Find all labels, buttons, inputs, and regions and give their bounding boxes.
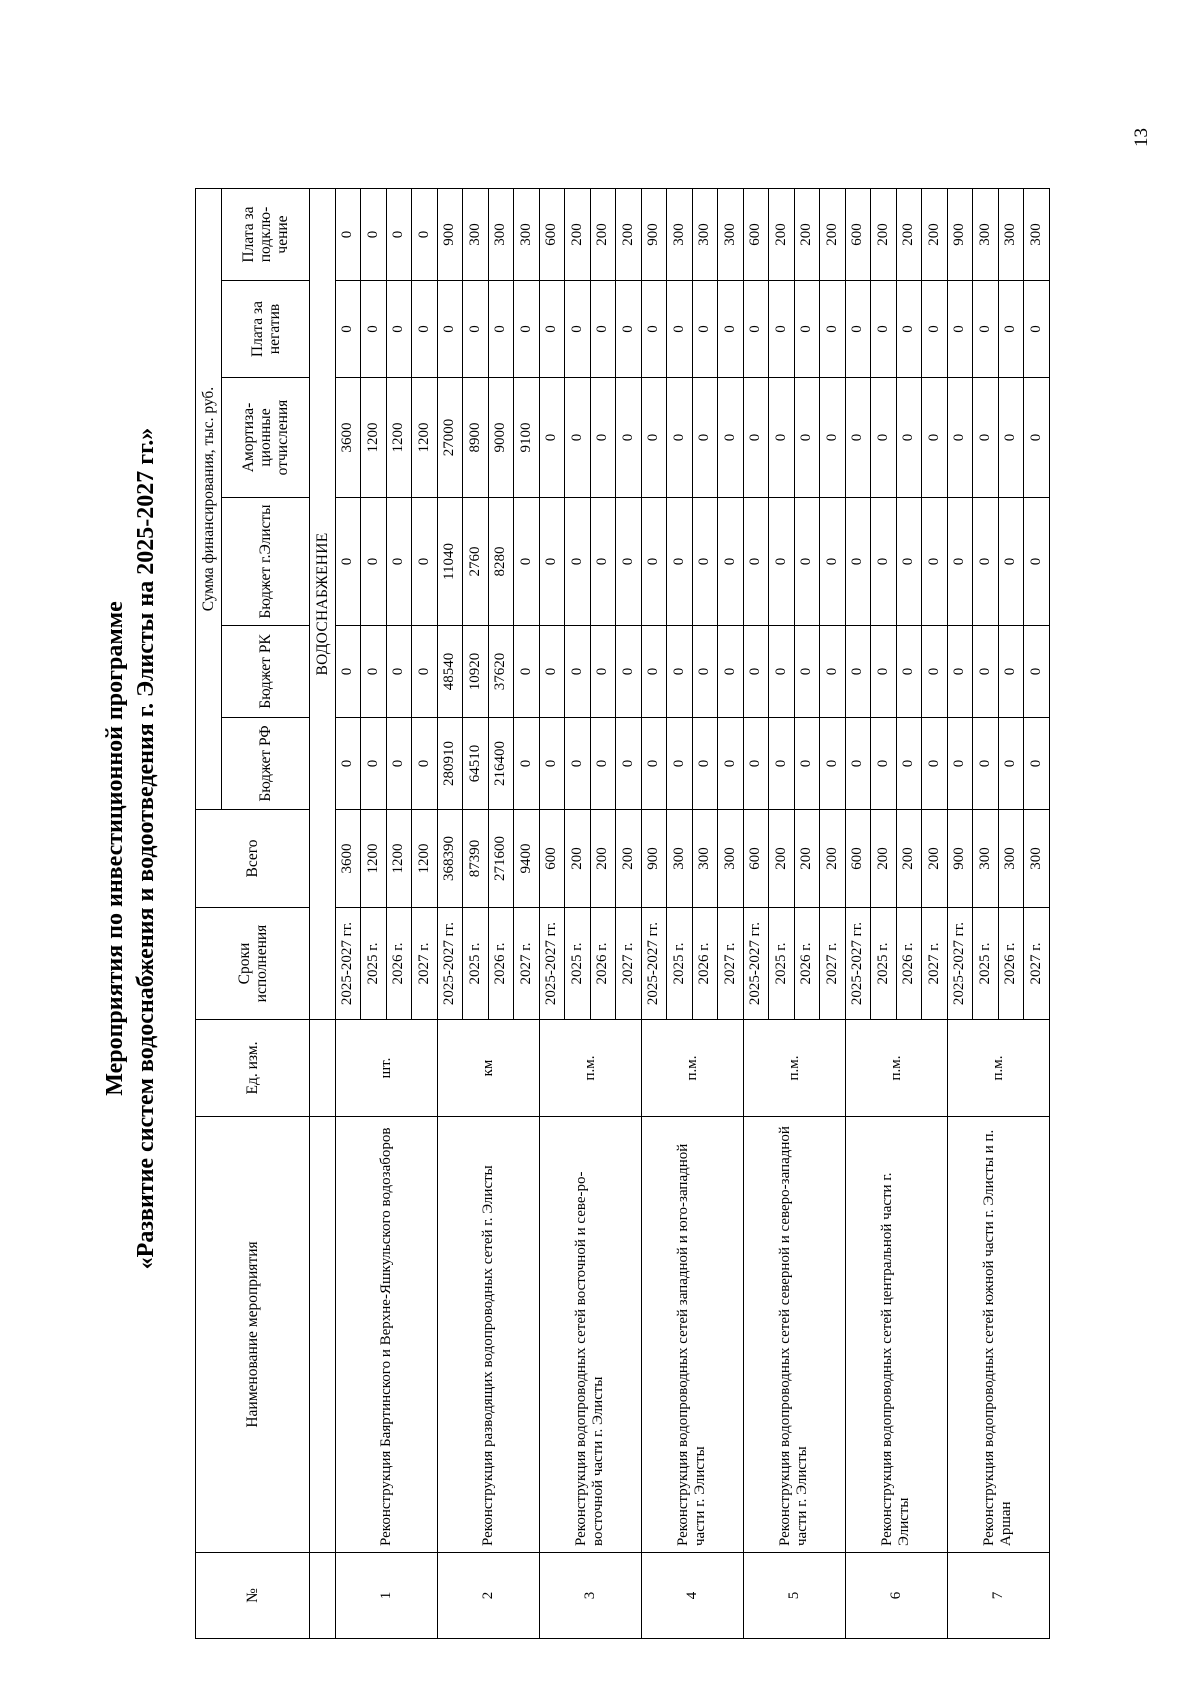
cell-amortization: 0 [641, 378, 667, 498]
cell-amortization: 27000 [437, 378, 463, 498]
section-title: ВОДОСНАБЖЕНИЕ [310, 189, 336, 1020]
cell-budget-city: 11040 [437, 498, 463, 626]
cell-connection-fee: 200 [794, 189, 820, 281]
cell-connection-fee: 300 [488, 189, 514, 281]
cell-budget-rk: 0 [896, 626, 922, 718]
cell-budget-rk: 0 [386, 626, 412, 718]
cell-budget-rk: 0 [335, 626, 361, 718]
cell-period: 2025-2027 гг. [437, 908, 463, 1020]
cell-amortization: 0 [539, 378, 565, 498]
cell-period: 2025 г. [463, 908, 489, 1020]
cell-budget-rk: 48540 [437, 626, 463, 718]
cell-budget-city: 0 [692, 498, 718, 626]
cell-budget-rf: 0 [947, 718, 973, 810]
header-budget-city: Бюджет г.Элисты [222, 498, 310, 626]
header-budget-rk: Бюджет РК [222, 626, 310, 718]
cell-budget-city: 0 [335, 498, 361, 626]
measure-name: Реконструкция водопроводных сетей северной и северо-западной части г. Элисты [743, 1117, 845, 1553]
cell-budget-rf: 0 [335, 718, 361, 810]
table-row [743, 189, 769, 1639]
cell-connection-fee: 600 [845, 189, 871, 281]
cell-period: 2027 г. [718, 908, 744, 1020]
cell-connection-fee: 600 [743, 189, 769, 281]
cell-amortization: 0 [667, 378, 693, 498]
cell-negative-fee: 0 [514, 281, 540, 378]
cell-budget-rk: 0 [565, 626, 591, 718]
cell-total: 200 [896, 810, 922, 908]
cell-total: 368390 [437, 810, 463, 908]
cell-connection-fee: 0 [361, 189, 387, 281]
cell-period: 2026 г. [998, 908, 1024, 1020]
cell-period: 2025 г. [973, 908, 999, 1020]
cell-budget-rf: 0 [871, 718, 897, 810]
cell-budget-rf: 0 [845, 718, 871, 810]
table-row [641, 189, 667, 1639]
cell-negative-fee: 0 [361, 281, 387, 378]
cell-total: 3600 [335, 810, 361, 908]
cell-budget-rk: 0 [667, 626, 693, 718]
cell-connection-fee: 300 [973, 189, 999, 281]
cell-total: 900 [641, 810, 667, 908]
cell-negative-fee: 0 [998, 281, 1024, 378]
cell-budget-rf: 0 [718, 718, 744, 810]
cell-budget-rk: 0 [794, 626, 820, 718]
cell-period: 2026 г. [896, 908, 922, 1020]
cell-budget-rk: 0 [514, 626, 540, 718]
cell-total: 300 [692, 810, 718, 908]
cell-amortization: 0 [998, 378, 1024, 498]
cell-negative-fee: 0 [565, 281, 591, 378]
table-row [947, 189, 973, 1639]
header-financing-group: Сумма финансирования, тыс. руб. [196, 189, 222, 810]
cell-negative-fee: 0 [641, 281, 667, 378]
cell-total: 87390 [463, 810, 489, 908]
header-no: № [196, 1553, 310, 1639]
cell-budget-rf: 0 [361, 718, 387, 810]
measure-number: 5 [743, 1553, 845, 1639]
cell-budget-rf: 0 [743, 718, 769, 810]
cell-total: 300 [973, 810, 999, 908]
cell-negative-fee: 0 [1024, 281, 1050, 378]
cell-connection-fee: 900 [947, 189, 973, 281]
cell-negative-fee: 0 [922, 281, 948, 378]
cell-negative-fee: 0 [794, 281, 820, 378]
cell-budget-city: 0 [896, 498, 922, 626]
cell-connection-fee: 600 [539, 189, 565, 281]
header-name: Наименование мероприятия [196, 1117, 310, 1553]
cell-budget-rf: 0 [1024, 718, 1050, 810]
cell-negative-fee: 0 [335, 281, 361, 378]
cell-period: 2027 г. [412, 908, 438, 1020]
cell-negative-fee: 0 [947, 281, 973, 378]
cell-total: 600 [743, 810, 769, 908]
cell-budget-rk: 0 [718, 626, 744, 718]
cell-budget-rf: 0 [692, 718, 718, 810]
measure-unit: п.м. [743, 1020, 845, 1117]
measure-name: Реконструкция разводящих водопроводных сетей г. Элисты [437, 1117, 539, 1553]
cell-connection-fee: 300 [692, 189, 718, 281]
cell-period: 2026 г. [692, 908, 718, 1020]
measure-name: Реконструкция водопроводных сетей восточной и севе-ро-восточной части г. Элисты [539, 1117, 641, 1553]
cell-amortization: 0 [565, 378, 591, 498]
cell-total: 200 [616, 810, 642, 908]
cell-period: 2025-2027 гг. [947, 908, 973, 1020]
measure-number: 1 [335, 1553, 437, 1639]
cell-negative-fee: 0 [896, 281, 922, 378]
cell-total: 300 [667, 810, 693, 908]
cell-budget-city: 0 [947, 498, 973, 626]
cell-negative-fee: 0 [718, 281, 744, 378]
cell-total: 300 [718, 810, 744, 908]
cell-total: 600 [539, 810, 565, 908]
section-spacer-no [310, 1553, 336, 1639]
cell-budget-rk: 10920 [463, 626, 489, 718]
measure-name: Реконструкция Баяртинского и Верхне-Яшкульского водозаборов [335, 1117, 437, 1553]
cell-total: 200 [590, 810, 616, 908]
cell-amortization: 0 [692, 378, 718, 498]
cell-budget-rk: 0 [616, 626, 642, 718]
cell-connection-fee: 300 [718, 189, 744, 281]
cell-connection-fee: 200 [590, 189, 616, 281]
cell-negative-fee: 0 [743, 281, 769, 378]
cell-connection-fee: 900 [437, 189, 463, 281]
cell-period: 2025 г. [565, 908, 591, 1020]
cell-budget-city: 0 [871, 498, 897, 626]
header-negative-fee: Плата за негатив [222, 281, 310, 378]
cell-negative-fee: 0 [463, 281, 489, 378]
cell-period: 2025-2027 гг. [539, 908, 565, 1020]
cell-budget-rf: 0 [769, 718, 795, 810]
cell-amortization: 0 [743, 378, 769, 498]
cell-budget-city: 0 [820, 498, 846, 626]
header-total: Всего [196, 810, 310, 908]
cell-amortization: 0 [794, 378, 820, 498]
cell-negative-fee: 0 [539, 281, 565, 378]
cell-budget-city: 0 [386, 498, 412, 626]
cell-negative-fee: 0 [616, 281, 642, 378]
measure-number: 2 [437, 1553, 539, 1639]
cell-connection-fee: 300 [514, 189, 540, 281]
measure-unit: км [437, 1020, 539, 1117]
cell-budget-rf: 0 [896, 718, 922, 810]
cell-total: 1200 [361, 810, 387, 908]
measure-number: 4 [641, 1553, 743, 1639]
cell-negative-fee: 0 [488, 281, 514, 378]
cell-period: 2027 г. [922, 908, 948, 1020]
measure-unit: п.м. [845, 1020, 947, 1117]
cell-total: 900 [947, 810, 973, 908]
cell-budget-rk: 0 [692, 626, 718, 718]
cell-connection-fee: 200 [820, 189, 846, 281]
measure-number: 3 [539, 1553, 641, 1639]
cell-budget-rk: 0 [922, 626, 948, 718]
section-row [310, 189, 336, 1639]
cell-amortization: 1200 [386, 378, 412, 498]
cell-negative-fee: 0 [845, 281, 871, 378]
header-period: Сроки исполнения [196, 908, 310, 1020]
cell-negative-fee: 0 [667, 281, 693, 378]
cell-budget-rf: 0 [820, 718, 846, 810]
cell-connection-fee: 0 [386, 189, 412, 281]
cell-budget-city: 0 [667, 498, 693, 626]
cell-total: 271600 [488, 810, 514, 908]
cell-total: 200 [565, 810, 591, 908]
cell-budget-rk: 0 [1024, 626, 1050, 718]
cell-period: 2025 г. [871, 908, 897, 1020]
cell-budget-rk: 0 [361, 626, 387, 718]
header-unit: Ед. изм. [196, 1020, 310, 1117]
cell-budget-city: 0 [361, 498, 387, 626]
cell-amortization: 0 [769, 378, 795, 498]
cell-negative-fee: 0 [973, 281, 999, 378]
cell-budget-rf: 0 [973, 718, 999, 810]
cell-budget-rk: 0 [743, 626, 769, 718]
cell-period: 2026 г. [590, 908, 616, 1020]
cell-amortization: 0 [871, 378, 897, 498]
cell-period: 2027 г. [616, 908, 642, 1020]
table-body [310, 189, 1050, 1639]
cell-period: 2025 г. [769, 908, 795, 1020]
cell-budget-city: 0 [565, 498, 591, 626]
header-budget-rf: Бюджет РФ [222, 718, 310, 810]
cell-budget-city: 0 [743, 498, 769, 626]
cell-budget-rf: 0 [616, 718, 642, 810]
cell-period: 2025 г. [667, 908, 693, 1020]
cell-connection-fee: 0 [335, 189, 361, 281]
cell-budget-rf: 0 [590, 718, 616, 810]
cell-budget-rf: 64510 [463, 718, 489, 810]
section-spacer-name [310, 1117, 336, 1553]
cell-budget-rk: 0 [947, 626, 973, 718]
document-title: Мероприятия по инвестиционной программе [102, 601, 128, 1096]
cell-amortization: 1200 [361, 378, 387, 498]
header-amortization: Амортиза-ционные отчисления [222, 378, 310, 498]
cell-budget-city: 0 [1024, 498, 1050, 626]
cell-total: 300 [998, 810, 1024, 908]
cell-amortization: 0 [718, 378, 744, 498]
cell-connection-fee: 200 [922, 189, 948, 281]
cell-total: 200 [820, 810, 846, 908]
cell-total: 600 [845, 810, 871, 908]
measure-name: Реконструкция водопроводных сетей западной и юго-западной части г. Элисты [641, 1117, 743, 1553]
cell-budget-rf: 0 [667, 718, 693, 810]
cell-amortization: 0 [973, 378, 999, 498]
investment-table [195, 188, 1050, 1639]
measure-number: 6 [845, 1553, 947, 1639]
cell-budget-rf: 0 [386, 718, 412, 810]
cell-amortization: 8900 [463, 378, 489, 498]
cell-budget-rk: 37620 [488, 626, 514, 718]
cell-budget-city: 2760 [463, 498, 489, 626]
measure-number: 7 [947, 1553, 1049, 1639]
cell-budget-city: 0 [718, 498, 744, 626]
cell-connection-fee: 200 [871, 189, 897, 281]
cell-amortization: 0 [1024, 378, 1050, 498]
cell-total: 200 [794, 810, 820, 908]
cell-budget-rk: 0 [820, 626, 846, 718]
cell-period: 2025 г. [361, 908, 387, 1020]
measure-unit: п.м. [947, 1020, 1049, 1117]
cell-connection-fee: 200 [616, 189, 642, 281]
cell-total: 1200 [412, 810, 438, 908]
cell-amortization: 9100 [514, 378, 540, 498]
cell-amortization: 3600 [335, 378, 361, 498]
cell-budget-rf: 0 [514, 718, 540, 810]
cell-connection-fee: 300 [998, 189, 1024, 281]
cell-connection-fee: 300 [667, 189, 693, 281]
cell-connection-fee: 300 [463, 189, 489, 281]
cell-budget-city: 0 [412, 498, 438, 626]
cell-amortization: 9000 [488, 378, 514, 498]
cell-amortization: 0 [820, 378, 846, 498]
cell-budget-rf: 0 [998, 718, 1024, 810]
cell-connection-fee: 200 [769, 189, 795, 281]
cell-total: 300 [1024, 810, 1050, 908]
cell-budget-city: 0 [922, 498, 948, 626]
cell-period: 2026 г. [794, 908, 820, 1020]
page-number: 13 [1131, 128, 1152, 147]
header-connection-fee: Плата за подклю-чение [222, 189, 310, 281]
cell-connection-fee: 200 [565, 189, 591, 281]
measure-unit: п.м. [539, 1020, 641, 1117]
cell-budget-city: 0 [845, 498, 871, 626]
cell-amortization: 0 [922, 378, 948, 498]
cell-budget-rf: 0 [565, 718, 591, 810]
cell-amortization: 0 [590, 378, 616, 498]
cell-budget-city: 0 [641, 498, 667, 626]
cell-budget-city: 0 [514, 498, 540, 626]
cell-budget-rf: 0 [794, 718, 820, 810]
cell-budget-rk: 0 [871, 626, 897, 718]
cell-budget-city: 0 [590, 498, 616, 626]
cell-period: 2025-2027 гг. [335, 908, 361, 1020]
cell-amortization: 0 [616, 378, 642, 498]
table-row [845, 189, 871, 1639]
measure-name: Реконструкция водопроводных сетей южной части г. Элисты и п. Аршан [947, 1117, 1049, 1553]
cell-total: 200 [922, 810, 948, 908]
cell-period: 2027 г. [820, 908, 846, 1020]
cell-period: 2027 г. [514, 908, 540, 1020]
cell-connection-fee: 200 [896, 189, 922, 281]
cell-budget-rf: 0 [412, 718, 438, 810]
cell-period: 2025-2027 гг. [743, 908, 769, 1020]
cell-budget-rk: 0 [769, 626, 795, 718]
cell-negative-fee: 0 [437, 281, 463, 378]
cell-budget-rk: 0 [412, 626, 438, 718]
cell-total: 9400 [514, 810, 540, 908]
cell-negative-fee: 0 [769, 281, 795, 378]
measure-name: Реконструкция водопроводных сетей центральной части г. Элисты [845, 1117, 947, 1553]
cell-period: 2026 г. [488, 908, 514, 1020]
table-row [437, 189, 463, 1639]
cell-total: 200 [769, 810, 795, 908]
cell-budget-rk: 0 [641, 626, 667, 718]
measure-unit: п.м. [641, 1020, 743, 1117]
cell-amortization: 0 [845, 378, 871, 498]
cell-connection-fee: 0 [412, 189, 438, 281]
cell-budget-rf: 280910 [437, 718, 463, 810]
cell-period: 2025-2027 гг. [641, 908, 667, 1020]
cell-budget-rk: 0 [590, 626, 616, 718]
cell-period: 2025-2027 гг. [845, 908, 871, 1020]
table-row [335, 189, 361, 1639]
cell-budget-rf: 0 [922, 718, 948, 810]
cell-negative-fee: 0 [386, 281, 412, 378]
cell-amortization: 1200 [412, 378, 438, 498]
measure-unit: шт. [335, 1020, 437, 1117]
section-spacer-unit [310, 1020, 336, 1117]
table-row [539, 189, 565, 1639]
cell-negative-fee: 0 [590, 281, 616, 378]
cell-budget-city: 8280 [488, 498, 514, 626]
cell-budget-rk: 0 [973, 626, 999, 718]
cell-total: 200 [871, 810, 897, 908]
cell-period: 2027 г. [1024, 908, 1050, 1020]
cell-negative-fee: 0 [820, 281, 846, 378]
cell-budget-rf: 0 [539, 718, 565, 810]
cell-negative-fee: 0 [692, 281, 718, 378]
cell-negative-fee: 0 [412, 281, 438, 378]
cell-budget-city: 0 [616, 498, 642, 626]
cell-budget-rk: 0 [845, 626, 871, 718]
document-subtitle: «Развитие систем водоснабжения и водоотведения г. Элисты на 2025-2027 гг.» [133, 427, 159, 1270]
cell-amortization: 0 [947, 378, 973, 498]
cell-budget-city: 0 [539, 498, 565, 626]
cell-negative-fee: 0 [871, 281, 897, 378]
cell-budget-rk: 0 [539, 626, 565, 718]
cell-budget-rf: 0 [641, 718, 667, 810]
cell-budget-city: 0 [769, 498, 795, 626]
cell-connection-fee: 300 [1024, 189, 1050, 281]
cell-period: 2026 г. [386, 908, 412, 1020]
cell-budget-city: 0 [998, 498, 1024, 626]
cell-budget-rf: 216400 [488, 718, 514, 810]
cell-budget-city: 0 [794, 498, 820, 626]
cell-connection-fee: 900 [641, 189, 667, 281]
cell-budget-rk: 0 [998, 626, 1024, 718]
cell-amortization: 0 [896, 378, 922, 498]
cell-total: 1200 [386, 810, 412, 908]
cell-budget-city: 0 [973, 498, 999, 626]
